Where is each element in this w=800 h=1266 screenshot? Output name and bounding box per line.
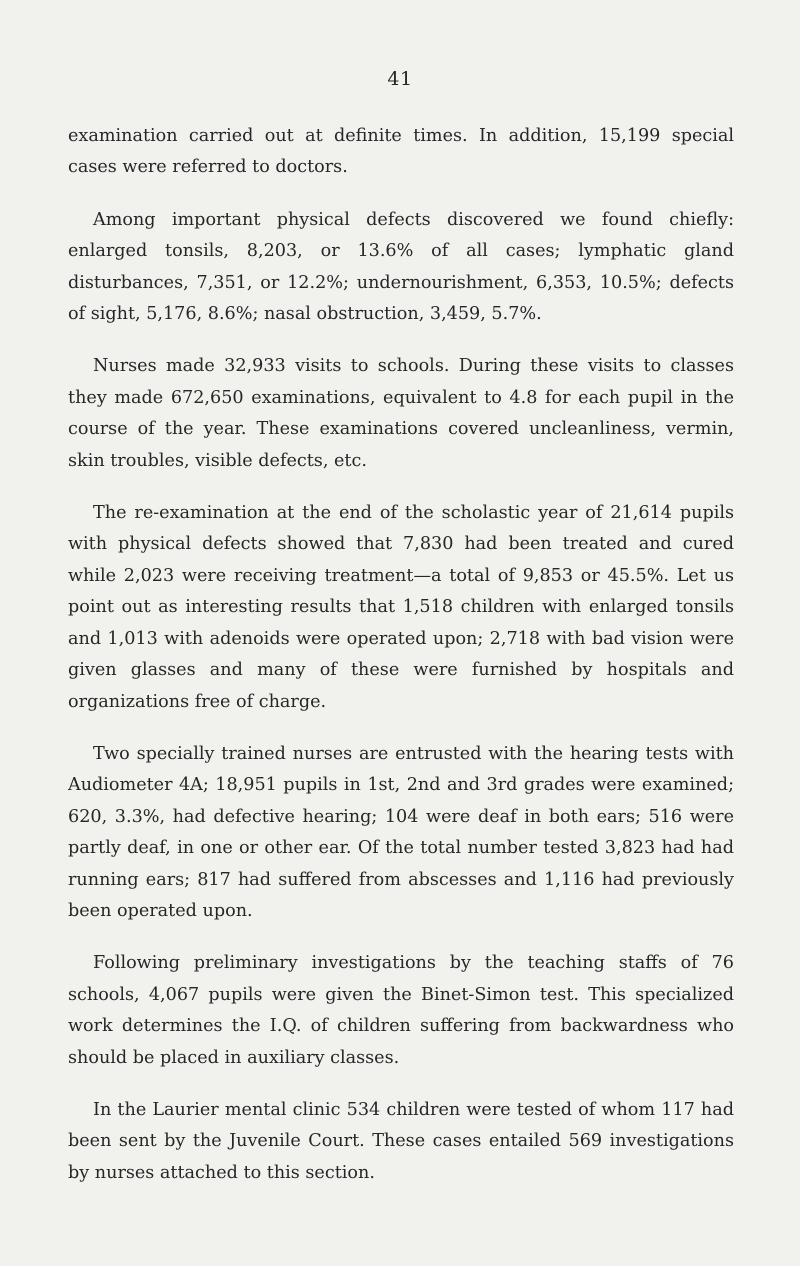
paragraph-binet-simon-test: Following preliminary investigations by the teaching staffs of 76 schools, 4,067 pupils were given the Binet-Simon test. This specialized work determines the I.Q. of children suffering from backwardness who should be placed in auxiliary classes. — [68, 953, 734, 1068]
paragraph-nurse-visits: Nurses made 32,933 visits to schools. During these visits to classes they made 672,650 examinations, equivalent to 4.8 for each pupil in the course of the year. These examinations covered uncleanliness, vermin, skin troubles, visible defects, etc. — [68, 356, 734, 471]
paragraph-examinations-continued: examination carried out at definite times. In addition, 15,199 special cases were referred to doctors. — [68, 126, 734, 178]
page-number: 41 — [387, 68, 413, 90]
page-body — [68, 121, 734, 1189]
paragraph-physical-defects: Among important physical defects discovered we found chiefly: enlarged tonsils, 8,203, or 13.6% of all cases; lymphatic gland disturbances, 7,351, or 12.2%; undernourishment, 6,353, 10.5%; defects of sight, 5,176, 8.6%; nasal obstruction, 3,459, 5.7%. — [68, 209, 734, 325]
paragraph-re-examination: The re-examination at the end of the scholastic year of 21,614 pupils with physical defects showed that 7,830 had been treated and cured while 2,023 were receiving treatment—a total of 9,853 or 45.5%. Let us point out as interesting results that 1,518 children with enlarged tonsils and 1,013 with adenoids were operated upon; 2,718 with bad vision were given glasses and many of these were furnished by hospitals and organizations free of charge. — [68, 503, 734, 712]
paragraph-hearing-tests: Two specially trained nurses are entrusted with the hearing tests with Audiometer 4A; 18,951 pupils in 1st, 2nd and 3rd grades were examined; 620, 3.3%, had defective hearing; 104 were deaf in both ears; 516 were partly deaf, in one or other ear. Of the total number tested 3,823 had had running ears; 817 had suffered from abscesses and 1,116 had previously been operated upon. — [68, 743, 734, 921]
paragraph-laurier-clinic: In the Laurier mental clinic 534 children were tested of whom 117 had been sent by the Juvenile Court. These cases entailed 569 investigations by nurses attached to this section. — [68, 1099, 734, 1183]
